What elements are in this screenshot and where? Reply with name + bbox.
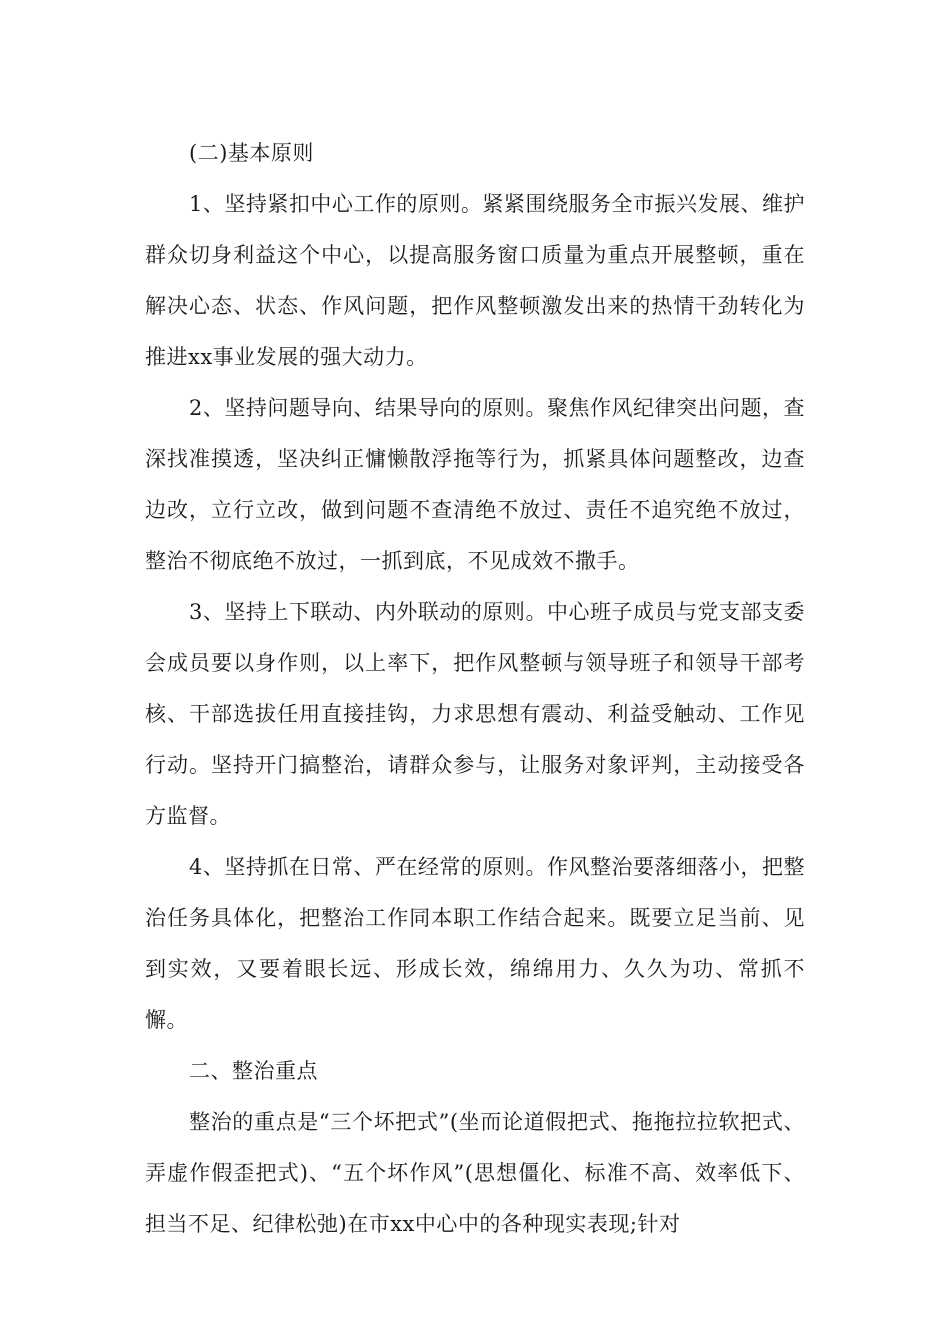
- paragraph-principle-4: 4、坚持抓在日常、严在经常的原则。作风整治要落细落小，把整治任务具体化，把整治工作同本职工作结合起来。既要立足当前、见到实效，又要着眼长远、形成长效，绵绵用力、久久为功、常抓不懈。: [145, 855, 805, 1032]
- paragraph-principle-3: 3、坚持上下联动、内外联动的原则。中心班子成员与党支部支委会成员要以身作则，以上率下，把作风整顿与领导班子和领导干部考核、干部选拔任用直接挂钩，力求思想有震动、利益受触动、工作见行动。坚持开门搞整治，请群众参与，让服务对象评判，主动接受各方监督。: [145, 600, 805, 828]
- section-heading-basic-principles: (二)基本原则: [189, 141, 314, 165]
- paragraph-principle-2: 2、坚持问题导向、结果导向的原则。聚焦作风纪律突出问题，查深找准摸透，坚决纠正慵懒散浮拖等行为，抓紧具体问题整改，边查边改，立行立改，做到问题不查清绝不放过、责任不追究绝不放过，整治不彻底绝不放过，一抓到底，不见成效不撒手。: [145, 396, 805, 573]
- document-body: [145, 128, 805, 1250]
- section-heading-rectification-focus: 二、整治重点: [189, 1059, 318, 1083]
- paragraph-principle-1: 1、坚持紧扣中心工作的原则。紧紧围绕服务全市振兴发展、维护群众切身利益这个中心，以提高服务窗口质量为重点开展整顿，重在解决心态、状态、作风问题，把作风整顿激发出来的热情干劲转化为推进xx事业发展的强大动力。: [145, 192, 805, 369]
- paragraph-rectification-focus: 整治的重点是“三个坏把式”(坐而论道假把式、拖拖拉拉软把式、弄虚作假歪把式)、“五个坏作风”(思想僵化、标准不高、效率低下、担当不足、纪律松弛)在市xx中心中的各种现实表现;针对: [145, 1110, 805, 1236]
